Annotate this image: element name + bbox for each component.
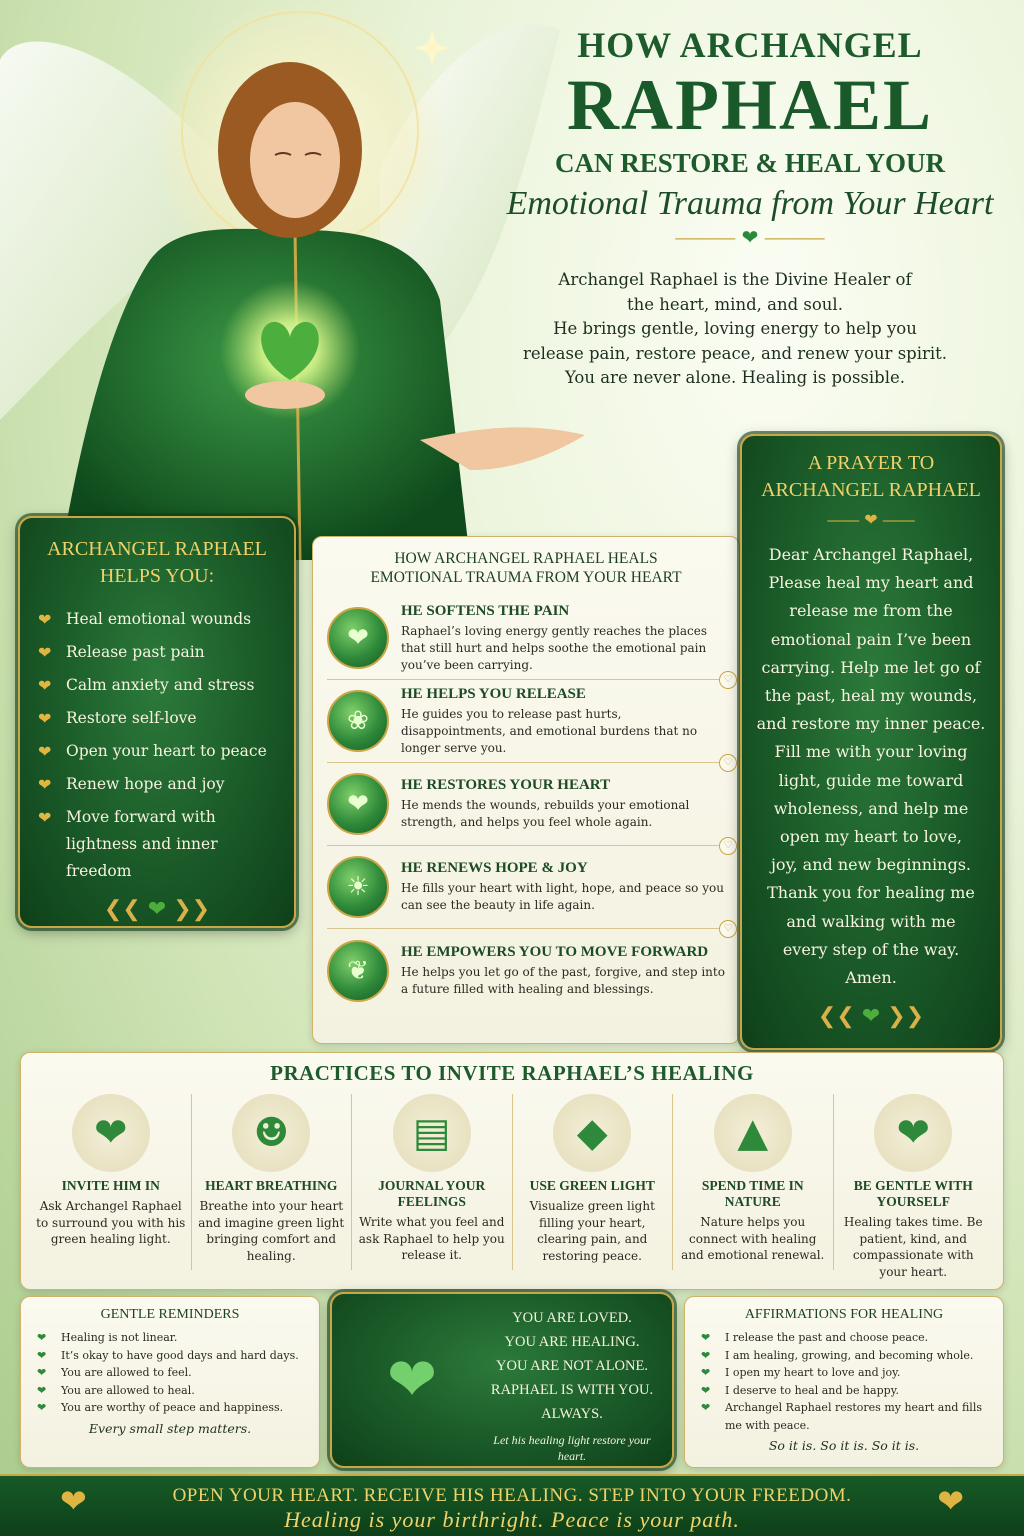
- practice-desc: Write what you feel and ask Raphael to help you release it.: [358, 1215, 505, 1262]
- prayer-title: [752, 450, 990, 504]
- prayer-line: Thank you for healing me: [767, 883, 975, 903]
- prayer-line: release me from the: [789, 601, 953, 621]
- heart-leaf-icon: ❤: [327, 773, 389, 835]
- glowing-heart-icon: ❤: [386, 1345, 438, 1415]
- heart-bullet-icon: ❤: [701, 1401, 711, 1414]
- affirmations-card: [684, 1296, 1004, 1468]
- journal-icon: ▤: [393, 1094, 471, 1172]
- intro-line: You are never alone. Healing is possible.: [564, 368, 906, 387]
- heal-step-desc: He guides you to release past hurts, disappointments, and emotional burdens that no longer serve you.: [401, 706, 698, 755]
- prayer-line: emotional pain I’ve been: [770, 629, 972, 649]
- banner-line-2: Healing is your birthright. Peace is your path.: [284, 1507, 740, 1532]
- prayer-line: wholeness, and help me: [773, 798, 969, 818]
- practice-title: USE GREEN LIGHT: [529, 1178, 655, 1193]
- list-item-label: You are allowed to feel.: [61, 1366, 192, 1379]
- list-item-label: Restore self-love: [66, 709, 197, 727]
- practice-desc: Healing takes time. Be patient, kind, and compassionate with your heart.: [843, 1215, 983, 1279]
- prayer-text: [752, 541, 990, 992]
- intro-line: the heart, mind, and soul.: [627, 294, 843, 314]
- heals-title-line: HOW ARCHANGEL RAPHAEL HEALS: [394, 550, 658, 567]
- practice-item: [31, 1094, 192, 1270]
- loved-line: RAPHAEL IS WITH YOU.: [490, 1382, 654, 1398]
- heart-pin-icon: ♡: [719, 837, 737, 855]
- prayer-line: and restore my inner peace.: [756, 714, 986, 734]
- list-item-label: Move forward with lightness and inner freedom: [66, 808, 218, 880]
- loved-line: ALWAYS.: [541, 1406, 603, 1422]
- prayer-line: Please heal my heart and: [768, 573, 974, 593]
- heal-step: [327, 846, 733, 934]
- practices-card: [20, 1052, 1004, 1290]
- practice-title: JOURNAL YOUR FEELINGS: [378, 1178, 486, 1209]
- heart-icon: ❤: [38, 775, 52, 794]
- helps-title: [38, 536, 276, 590]
- meditation-icon: ☻: [232, 1094, 310, 1172]
- prayer-title-line: A PRAYER TO: [807, 452, 935, 474]
- heal-step-desc: He mends the wounds, rebuilds your emotional strength, and helps you feel whole again.: [401, 798, 690, 829]
- gold-heart-icon: ❤: [60, 1482, 87, 1520]
- header: [490, 24, 1010, 249]
- practice-desc: Ask Archangel Raphael to surround you with his green healing light.: [36, 1199, 186, 1246]
- heart-icon: ❤: [38, 643, 52, 662]
- heart-cross-icon: ❤: [327, 607, 389, 669]
- list-item: [37, 1329, 303, 1347]
- reminders-card: [20, 1296, 320, 1468]
- affirmations-title: AFFIRMATIONS FOR HEALING: [744, 1307, 944, 1322]
- heart-icon: ❤: [38, 709, 52, 728]
- prayer-line: the past, heal my wounds,: [764, 686, 978, 706]
- heal-step-desc: He fills your heart with light, hope, and peace so you can see the beauty in life again.: [401, 881, 724, 912]
- loved-line: YOU ARE LOVED.: [512, 1310, 632, 1326]
- list-item: [701, 1382, 987, 1400]
- intro-text: [520, 268, 950, 391]
- practice-item: [192, 1094, 353, 1270]
- title-line-1: HOW ARCHANGEL: [577, 25, 923, 65]
- list-item-label: You are allowed to heal.: [61, 1383, 195, 1397]
- heart-pin-icon: ♡: [719, 920, 737, 938]
- winged-heart-icon: ❤: [874, 1094, 952, 1172]
- list-item-label: You are worthy of peace and happiness.: [61, 1401, 284, 1414]
- list-item: [37, 1382, 303, 1400]
- practice-title: BE GENTLE WITH YOURSELF: [853, 1178, 973, 1209]
- practice-item: [673, 1094, 834, 1270]
- intro-line: He brings gentle, loving energy to help you: [553, 319, 917, 338]
- winged-heart-icon: ❮❮ ❤ ❯❯: [817, 1004, 925, 1030]
- gold-heart-icon: ❤: [937, 1482, 964, 1520]
- heart-icon: ❤: [38, 610, 52, 629]
- heart-icon: ❤: [38, 808, 52, 827]
- list-item-label: Heal emotional wounds: [66, 610, 252, 628]
- list-item: [37, 1347, 303, 1365]
- heart-bullet-icon: ❤: [701, 1348, 711, 1362]
- list-item: [38, 738, 276, 765]
- heart-hands-icon: ❤: [72, 1094, 150, 1172]
- butterfly-icon: ❦: [327, 940, 389, 1002]
- title-line-4: Emotional Trauma from Your Heart: [506, 185, 994, 222]
- list-item: [38, 705, 276, 732]
- intro-line: Archangel Raphael is the Divine Healer of: [558, 270, 912, 289]
- prayer-line: joy, and new beginnings.: [770, 855, 972, 875]
- list-item: [701, 1364, 987, 1382]
- heart-bullet-icon: ❤: [701, 1383, 711, 1397]
- list-item-label: Healing is not linear.: [61, 1331, 178, 1344]
- heart-icon: ❤: [38, 676, 52, 695]
- heart-bullet-icon: ❤: [37, 1348, 47, 1362]
- list-item: [701, 1347, 987, 1365]
- helps-title-line: HELPS YOU:: [99, 565, 215, 587]
- prayer-line: light, guide me toward: [778, 770, 964, 790]
- prayer-line: carrying. Help me let go of: [761, 657, 981, 677]
- list-item: [38, 771, 276, 798]
- loved-line: YOU ARE HEALING.: [504, 1334, 640, 1350]
- list-item: [38, 639, 276, 666]
- heal-step: [327, 680, 733, 768]
- reminders-title: GENTLE REMINDERS: [100, 1307, 240, 1322]
- title-line-2: RAPHAEL: [566, 65, 934, 145]
- loved-line: YOU ARE NOT ALONE.: [496, 1358, 648, 1374]
- heart-divider-icon: ――― ❤ ―――: [675, 225, 825, 249]
- list-item-label: I open my heart to love and joy.: [725, 1366, 901, 1379]
- list-item-label: I release the past and choose peace.: [725, 1331, 929, 1344]
- list-item: [38, 804, 276, 885]
- list-item: [38, 606, 276, 633]
- list-item-label: Calm anxiety and stress: [66, 676, 255, 694]
- list-item-label: Release past pain: [66, 643, 205, 661]
- list-item: [37, 1364, 303, 1382]
- affirmations-note: So it is. So it is. So it is.: [768, 1438, 920, 1453]
- footer-banner: [0, 1474, 1024, 1536]
- heal-step-title: HE HELPS YOU RELEASE: [401, 685, 586, 702]
- loved-note: Let his healing light restore your heart.: [493, 1433, 651, 1463]
- helps-title-line: ARCHANGEL RAPHAEL: [47, 538, 267, 560]
- prayer-card: [740, 434, 1002, 1050]
- heart-bullet-icon: ❤: [37, 1331, 47, 1344]
- practice-desc: Nature helps you connect with healing and emotional renewal.: [681, 1215, 825, 1262]
- practice-item: [513, 1094, 674, 1270]
- heal-step-title: HE RENEWS HOPE & JOY: [401, 860, 588, 876]
- heart-bullet-icon: ❤: [701, 1366, 711, 1379]
- helps-you-card: [18, 516, 296, 928]
- heart-pin-icon: ♡: [719, 671, 737, 689]
- list-item-label: Archangel Raphael restores my heart and fills me with peace.: [725, 1401, 982, 1432]
- heal-step-desc: He helps you let go of the past, forgive, and step into a future filled with healing and blessings.: [401, 964, 725, 996]
- sunrise-icon: ☀: [327, 856, 389, 918]
- heart-bullet-icon: ❤: [701, 1331, 711, 1344]
- crystal-icon: ◆: [553, 1094, 631, 1172]
- list-item: [701, 1329, 987, 1347]
- prayer-line: every step of the way.: [782, 939, 960, 959]
- practice-title: INVITE HIM IN: [61, 1178, 160, 1193]
- practice-title: SPEND TIME IN NATURE: [701, 1178, 804, 1209]
- tree-icon: ▲: [714, 1094, 792, 1172]
- heals-card: [312, 536, 740, 1044]
- practice-desc: Breathe into your heart and imagine green light bringing comfort and healing.: [198, 1199, 345, 1263]
- list-item: [38, 672, 276, 699]
- practice-item: [834, 1094, 994, 1279]
- intro-line: release pain, restore peace, and renew your spirit.: [522, 343, 948, 363]
- list-item-label: Renew hope and joy: [66, 775, 225, 793]
- practice-desc: Visualize green light filling your heart, clearing pain, and restoring peace.: [529, 1199, 655, 1263]
- heart-icon: ❤: [38, 742, 52, 761]
- list-item-label: I am healing, growing, and becoming whole.: [725, 1348, 974, 1362]
- reminders-note: Every small step matters.: [88, 1420, 252, 1436]
- heals-title: [327, 549, 725, 587]
- heal-step-title: HE EMPOWERS YOU TO MOVE FORWARD: [401, 943, 709, 960]
- winged-heart-icon: ❮❮ ❤ ❯❯: [103, 897, 211, 922]
- list-item: [701, 1399, 987, 1434]
- heal-step-title: HE RESTORES YOUR HEART: [401, 777, 611, 793]
- heal-step: [327, 597, 733, 685]
- practices-title: PRACTICES TO INVITE RAPHAEL’S HEALING: [270, 1061, 754, 1085]
- heart-pin-icon: ♡: [719, 754, 737, 772]
- heart-bullet-icon: ❤: [37, 1401, 47, 1414]
- title-line-3: CAN RESTORE & HEAL YOUR: [554, 148, 946, 178]
- practice-title: HEART BREATHING: [205, 1178, 338, 1193]
- gold-heart-icon: ―― ❤ ――: [827, 510, 915, 529]
- prayer-line: open my heart to love,: [780, 827, 962, 847]
- prayer-title-line: ARCHANGEL RAPHAEL: [761, 479, 981, 501]
- prayer-line: and walking with me: [786, 911, 956, 931]
- heal-step-desc: Raphael’s loving energy gently reaches the places that still hurt and helps soothe the emotional pain you’ve been carrying.: [401, 623, 708, 672]
- heals-title-line: EMOTIONAL TRAUMA FROM YOUR HEART: [370, 569, 682, 586]
- list-item: [37, 1399, 303, 1417]
- list-item-label: Open your heart to peace: [66, 742, 267, 760]
- heart-bullet-icon: ❤: [37, 1383, 47, 1397]
- practice-item: [352, 1094, 513, 1270]
- sprout-icon: ❀: [327, 690, 389, 752]
- list-item-label: It’s okay to have good days and hard days.: [61, 1348, 299, 1362]
- heal-step: [327, 929, 725, 1012]
- prayer-line: Fill me with your loving: [774, 742, 968, 762]
- prayer-line: Amen.: [845, 968, 897, 988]
- prayer-line: Dear Archangel Raphael,: [768, 545, 974, 564]
- list-item-label: I deserve to heal and be happy.: [725, 1383, 899, 1397]
- banner-line-1: OPEN YOUR HEART. RECEIVE HIS HEALING. STEP INTO YOUR FREEDOM.: [172, 1485, 852, 1506]
- heal-step-title: HE SOFTENS THE PAIN: [401, 602, 570, 619]
- heal-step: [327, 763, 733, 851]
- heart-bullet-icon: ❤: [37, 1366, 47, 1379]
- you-are-loved-card: [330, 1292, 674, 1468]
